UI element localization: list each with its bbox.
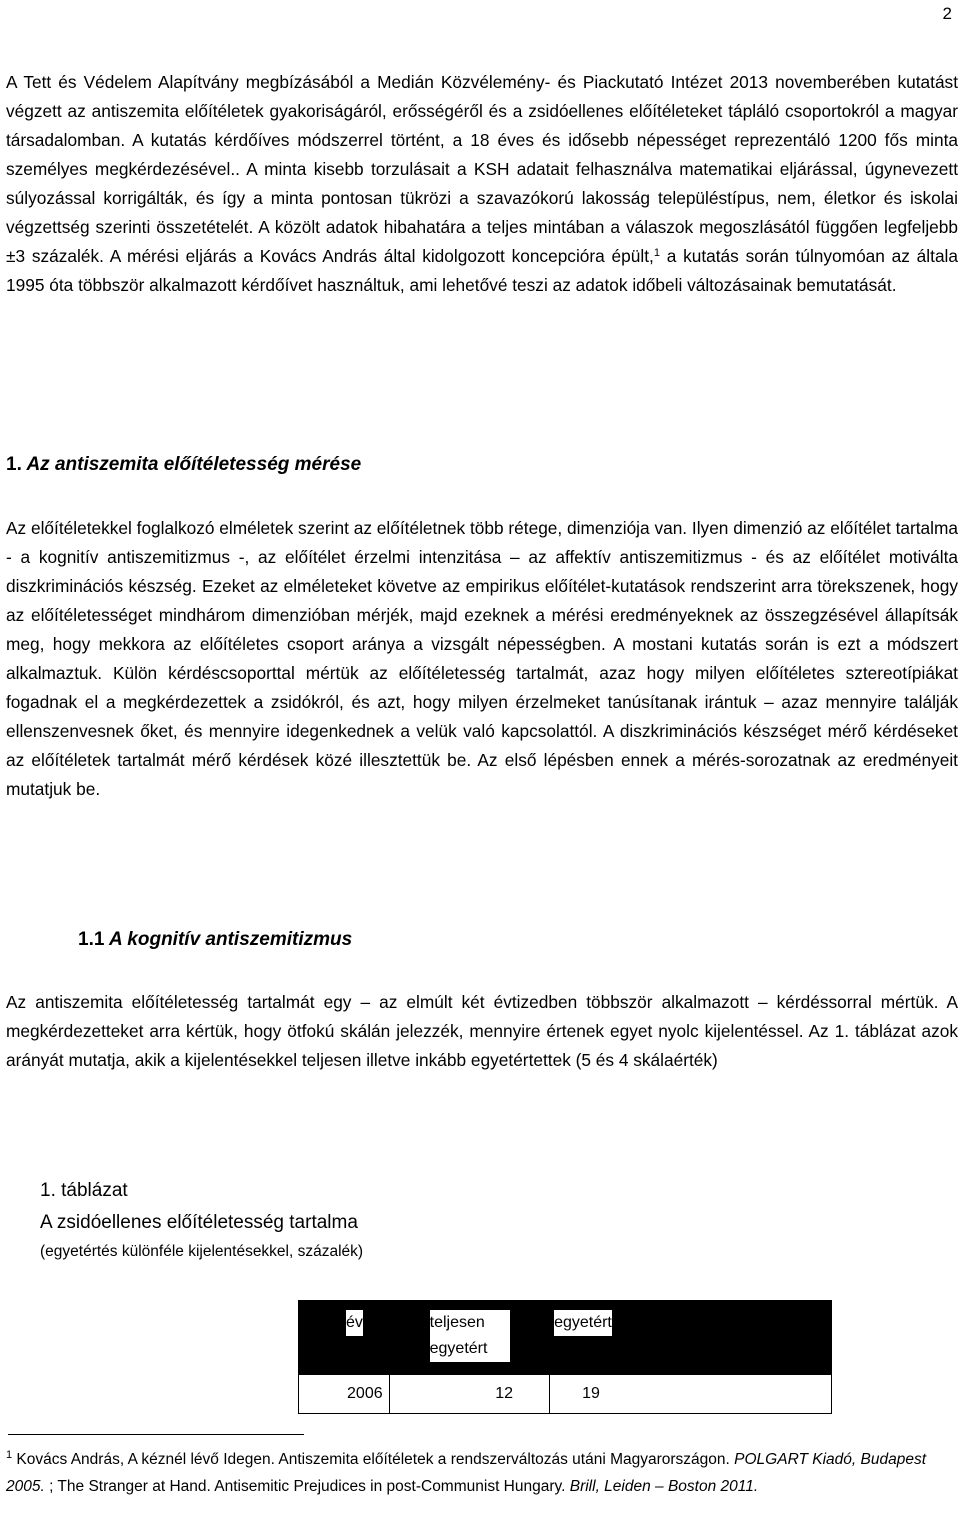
table-header-cell: egyetért bbox=[550, 1301, 832, 1375]
subsection-heading bbox=[78, 929, 352, 951]
footnote-text-english: ; The Stranger at Hand. Antisemitic Prejudices in post-Communist Hungary. bbox=[44, 1478, 570, 1495]
footnote-reference[interactable]: 1 bbox=[653, 247, 660, 259]
table-cell: 2006 bbox=[299, 1375, 390, 1414]
intro-text-part1: A Tett és Védelem Alapítvány megbízásából a Medián Közvélemény- és Piackutató Intézet 2013 novemberében kutatást végzett az antiszemita előítéletek gyakoriságáról, erősségéről és a zsidóellenes előítéleteket tápláló csoportokról a magyar társadalomban. A kutatás kérdőíves módszerrel történt, a 18 éves és idősebb népességet reprezentáló 1200 fős minta személyes megkérdezésével.. A minta kisebb torzulásait a KSH adatait felhasználva matematikai eljárással, úgynevezett súlyozással korrigálták, és így a minta pontosan tükrözi a szavazókorú lakosság településtípus, nem, életkor és iskolai végzettség szerinti összetételét. A közölt adatok hibahatára a teljes mintában a válaszok megoszlásától függően legfeljebb ±3 százalék. A mérési eljárás a Kovács András által kidolgozott koncepcióra épült, bbox=[6, 72, 958, 266]
data-table bbox=[298, 1300, 832, 1414]
intro-text-part2: a kutatás során túlnyomóan az általa 1995 óta többször alkalmazott kérdőívet használtuk, ami lehetővé teszi az adatok időbeli változásainak bemutatását. bbox=[6, 246, 958, 295]
table-subtitle: (egyetértés különféle kijelentésekkel, százalék) bbox=[40, 1243, 364, 1260]
table-header-row bbox=[299, 1301, 832, 1375]
section-title: Az antiszemita előítéletesség mérése bbox=[26, 454, 362, 475]
table-cell: 19 bbox=[550, 1375, 832, 1414]
footnote-publisher-english: Brill, Leiden – Boston 2011. bbox=[569, 1478, 759, 1495]
table-header-cell: év bbox=[299, 1301, 390, 1375]
table-title: A zsidóellenes előítéletesség tartalma bbox=[40, 1212, 358, 1233]
footnote-marker: 1 bbox=[6, 1449, 13, 1461]
table-cell: 12 bbox=[389, 1375, 549, 1414]
subsection-number: 1.1 bbox=[78, 929, 105, 950]
intro-paragraph bbox=[6, 68, 958, 300]
section-number: 1. bbox=[6, 454, 22, 475]
table-header-cell: teljesen egyetért bbox=[389, 1301, 549, 1375]
table-row bbox=[299, 1375, 832, 1414]
footnote-divider bbox=[8, 1434, 304, 1435]
footnote-text: Kovács András, A kéznél lévő Idegen. Antiszemita előítéletek a rendszerváltozás utáni Magyarországon. bbox=[12, 1451, 735, 1468]
table-label: 1. táblázat bbox=[40, 1180, 128, 1201]
page-number: 2 bbox=[942, 4, 952, 23]
footnote bbox=[6, 1446, 956, 1500]
subsection-paragraph: Az antiszemita előítéletesség tartalmát egy – az elmúlt két évtizedben többször alkalmazott – kérdéssorral mértük. A megkérdezetteket arra kértük, hogy ötfokú skálán jelezzék, mennyire értenek egyet nyolc kijelentéssel. Az 1. táblázat azok arányát mutatja, akik a kijelentésekkel teljesen illetve inkább egyetértettek (5 és 4 skálaérték) bbox=[6, 992, 958, 1070]
section-heading bbox=[6, 454, 361, 476]
subsection-title: A kognitív antiszemitizmus bbox=[109, 929, 353, 950]
footnote-publisher: POLGART Kiadó, Budapest 2005. bbox=[6, 1451, 927, 1495]
section-paragraph: Az előítéletekkel foglalkozó elméletek szerint az előítéletnek több rétege, dimenziója van. Ilyen dimenzió az előítélet tartalma - a kognitív antiszemitizmus -, az előítélet érzelmi intenzitása – az affektív antiszemitizmus - és az előítélet motiválta diszkriminációs készség. Ezeket az elméleteket követve az empirikus előítélet-kutatások rendszerint arra törekszenek, hogy az előítéletességet mindhárom dimenzióban mérjék, majd ezeknek a mérési eredményeknek az összegzésével állapítsák meg, hogy mekkora az előítéletes csoport aránya a vizsgált népességben. A mostani kutatás során is ezt a módszert alkalmaztuk. Külön kérdéscsoporttal mértük az előítéletesség tartalmát, azaz hogy milyen előítéletes sztereotípiákat fogadnak el a megkérdezettek a zsidókról, és azt, hogy milyen érzelmeket tanúsítanak irántuk – azaz mennyire találják ellenszenvesnek őket, és mennyire idegenkednek a velük való kapcsolattól. A diszkriminációs készséget mérő kérdéseket az előítéletek tartalmát mérő kérdések közé illesztettük be. Az első lépésben ennek a mérés-sorozatnak az eredményeit mutatjuk be. bbox=[6, 518, 958, 799]
